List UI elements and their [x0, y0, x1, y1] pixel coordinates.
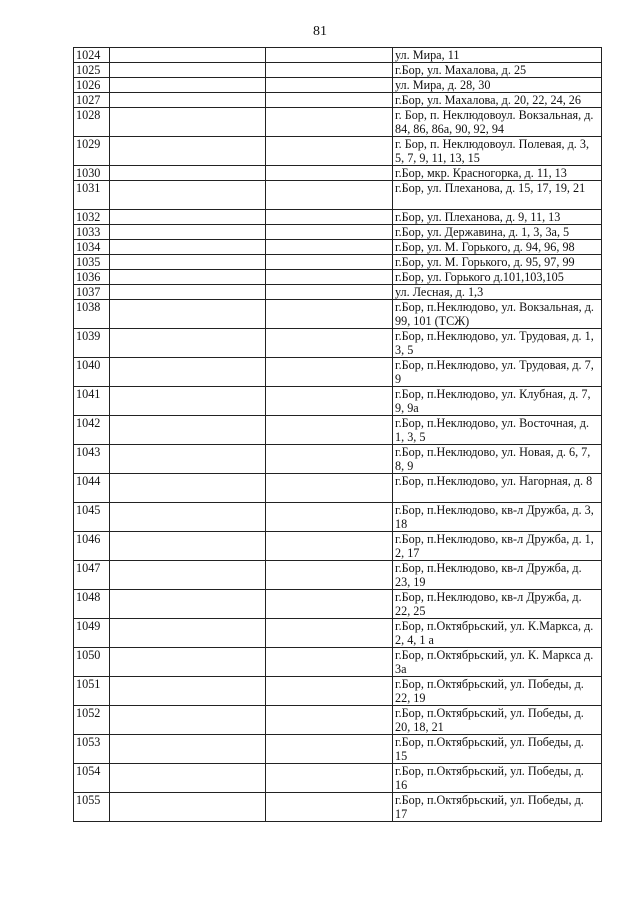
empty-cell — [110, 416, 266, 445]
empty-cell — [266, 255, 393, 270]
empty-cell — [110, 285, 266, 300]
empty-cell — [266, 387, 393, 416]
empty-cell — [266, 706, 393, 735]
row-number: 1042 — [74, 416, 110, 445]
empty-cell — [110, 166, 266, 181]
row-number: 1055 — [74, 793, 110, 822]
table-row — [74, 225, 602, 240]
table-row — [74, 270, 602, 285]
empty-cell — [266, 793, 393, 822]
row-number: 1043 — [74, 445, 110, 474]
row-number: 1054 — [74, 764, 110, 793]
empty-cell — [266, 181, 393, 210]
row-address: г. Бор, п. Неклюдовоул. Вокзальная, д. 84, 86, 86а, 90, 92, 94 — [393, 108, 602, 137]
row-number: 1045 — [74, 503, 110, 532]
row-address: г.Бор, п.Октябрьский, ул. К.Маркса, д. 2, 4, 1 а — [393, 619, 602, 648]
row-address: г.Бор, п.Неклюдово, ул. Новая, д. 6, 7, 8, 9 — [393, 445, 602, 474]
table-row — [74, 240, 602, 255]
empty-cell — [266, 63, 393, 78]
empty-cell — [110, 764, 266, 793]
empty-cell — [110, 225, 266, 240]
row-number: 1026 — [74, 78, 110, 93]
row-number: 1038 — [74, 300, 110, 329]
table-row — [74, 285, 602, 300]
empty-cell — [266, 270, 393, 285]
row-address: г.Бор, ул. Горького д.101,103,105 — [393, 270, 602, 285]
row-number: 1032 — [74, 210, 110, 225]
empty-cell — [266, 590, 393, 619]
empty-cell — [266, 210, 393, 225]
row-address: ул. Лесная, д. 1,3 — [393, 285, 602, 300]
empty-cell — [110, 677, 266, 706]
empty-cell — [110, 445, 266, 474]
table-row — [74, 255, 602, 270]
empty-cell — [110, 387, 266, 416]
row-address: г.Бор, п.Октябрьский, ул. К. Маркса д. 3а — [393, 648, 602, 677]
table-row — [74, 474, 602, 503]
table-row — [74, 503, 602, 532]
table-row — [74, 416, 602, 445]
empty-cell — [110, 590, 266, 619]
row-number: 1049 — [74, 619, 110, 648]
row-address: г.Бор, п.Октябрьский, ул. Победы, д. 16 — [393, 764, 602, 793]
row-address: г.Бор, п.Октябрьский, ул. Победы, д. 15 — [393, 735, 602, 764]
row-address: г.Бор, ул. Плеханова, д. 15, 17, 19, 21 — [393, 181, 602, 210]
table-row — [74, 210, 602, 225]
row-address: г.Бор, п.Неклюдово, ул. Трудовая, д. 1, 3, 5 — [393, 329, 602, 358]
empty-cell — [266, 166, 393, 181]
empty-cell — [266, 300, 393, 329]
row-number: 1035 — [74, 255, 110, 270]
empty-cell — [110, 561, 266, 590]
empty-cell — [266, 532, 393, 561]
row-address: г.Бор, ул. Державина, д. 1, 3, 3а, 5 — [393, 225, 602, 240]
empty-cell — [110, 735, 266, 764]
registry-table — [73, 47, 602, 822]
row-address: г.Бор, п.Неклюдово, кв-л Дружба, д. 22, 25 — [393, 590, 602, 619]
empty-cell — [266, 225, 393, 240]
table-row — [74, 358, 602, 387]
row-address: г.Бор, п.Неклюдово, кв-л Дружба, д. 23, 19 — [393, 561, 602, 590]
empty-cell — [110, 255, 266, 270]
empty-cell — [110, 300, 266, 329]
row-number: 1037 — [74, 285, 110, 300]
empty-cell — [110, 181, 266, 210]
row-number: 1028 — [74, 108, 110, 137]
empty-cell — [110, 270, 266, 285]
row-address: г.Бор, ул. Плеханова, д. 9, 11, 13 — [393, 210, 602, 225]
row-address: г.Бор, п.Неклюдово, кв-л Дружба, д. 1, 2, 17 — [393, 532, 602, 561]
empty-cell — [266, 764, 393, 793]
empty-cell — [110, 93, 266, 108]
empty-cell — [266, 358, 393, 387]
table-row — [74, 648, 602, 677]
empty-cell — [110, 137, 266, 166]
empty-cell — [266, 48, 393, 63]
table-row — [74, 166, 602, 181]
empty-cell — [266, 735, 393, 764]
row-number: 1048 — [74, 590, 110, 619]
table-row — [74, 137, 602, 166]
empty-cell — [266, 445, 393, 474]
row-number: 1030 — [74, 166, 110, 181]
table-row — [74, 78, 602, 93]
row-address: г.Бор, п.Неклюдово, ул. Клубная, д. 7, 9, 9а — [393, 387, 602, 416]
row-number: 1034 — [74, 240, 110, 255]
table-row — [74, 561, 602, 590]
row-number: 1031 — [74, 181, 110, 210]
table-row — [74, 387, 602, 416]
empty-cell — [266, 416, 393, 445]
table-row — [74, 793, 602, 822]
table-row — [74, 735, 602, 764]
empty-cell — [266, 677, 393, 706]
row-number: 1044 — [74, 474, 110, 503]
empty-cell — [110, 793, 266, 822]
empty-cell — [266, 240, 393, 255]
table-row — [74, 590, 602, 619]
empty-cell — [266, 137, 393, 166]
row-number: 1051 — [74, 677, 110, 706]
empty-cell — [266, 474, 393, 503]
row-address: г.Бор, ул. Махалова, д. 25 — [393, 63, 602, 78]
empty-cell — [110, 240, 266, 255]
row-address: ул. Мира, д. 28, 30 — [393, 78, 602, 93]
table-row — [74, 93, 602, 108]
empty-cell — [110, 329, 266, 358]
row-address: г.Бор, мкр. Красногорка, д. 11, 13 — [393, 166, 602, 181]
empty-cell — [266, 329, 393, 358]
row-number: 1033 — [74, 225, 110, 240]
table-row — [74, 108, 602, 137]
row-address: г.Бор, ул. М. Горького, д. 95, 97, 99 — [393, 255, 602, 270]
empty-cell — [110, 63, 266, 78]
row-number: 1046 — [74, 532, 110, 561]
page-number: 81 — [313, 24, 327, 39]
row-address: г.Бор, п.Неклюдово, ул. Восточная, д. 1, 3, 5 — [393, 416, 602, 445]
row-address: г.Бор, п.Неклюдово, ул. Нагорная, д. 8 — [393, 474, 602, 503]
row-number: 1029 — [74, 137, 110, 166]
table-row — [74, 532, 602, 561]
row-address: ул. Мира, 11 — [393, 48, 602, 63]
empty-cell — [110, 78, 266, 93]
empty-cell — [110, 706, 266, 735]
row-number: 1027 — [74, 93, 110, 108]
empty-cell — [110, 532, 266, 561]
row-number: 1053 — [74, 735, 110, 764]
empty-cell — [266, 285, 393, 300]
table-row — [74, 445, 602, 474]
empty-cell — [266, 78, 393, 93]
empty-cell — [266, 93, 393, 108]
row-number: 1052 — [74, 706, 110, 735]
row-number: 1036 — [74, 270, 110, 285]
empty-cell — [110, 474, 266, 503]
empty-cell — [266, 648, 393, 677]
empty-cell — [110, 108, 266, 137]
row-address: г.Бор, п.Октябрьский, ул. Победы, д. 20, 18, 21 — [393, 706, 602, 735]
table-row — [74, 48, 602, 63]
table-row — [74, 619, 602, 648]
row-number: 1050 — [74, 648, 110, 677]
empty-cell — [266, 503, 393, 532]
row-number: 1025 — [74, 63, 110, 78]
table-row — [74, 181, 602, 210]
table-row — [74, 706, 602, 735]
row-address: г.Бор, ул. М. Горького, д. 94, 96, 98 — [393, 240, 602, 255]
row-address: г. Бор, п. Неклюдовоул. Полевая, д. 3, 5, 7, 9, 11, 13, 15 — [393, 137, 602, 166]
row-address: г.Бор, п.Октябрьский, ул. Победы, д. 22, 19 — [393, 677, 602, 706]
table-row — [74, 764, 602, 793]
table-row — [74, 677, 602, 706]
registry-table-body — [74, 48, 602, 822]
row-address: г.Бор, п.Октябрьский, ул. Победы, д. 17 — [393, 793, 602, 822]
row-address: г.Бор, п.Неклюдово, ул. Вокзальная, д. 99, 101 (ТСЖ) — [393, 300, 602, 329]
empty-cell — [110, 210, 266, 225]
row-number: 1041 — [74, 387, 110, 416]
empty-cell — [266, 619, 393, 648]
table-row — [74, 300, 602, 329]
empty-cell — [266, 561, 393, 590]
row-address: г.Бор, п.Неклюдово, ул. Трудовая, д. 7, 9 — [393, 358, 602, 387]
row-number: 1040 — [74, 358, 110, 387]
row-number: 1024 — [74, 48, 110, 63]
empty-cell — [110, 48, 266, 63]
empty-cell — [110, 358, 266, 387]
row-number: 1039 — [74, 329, 110, 358]
row-number: 1047 — [74, 561, 110, 590]
table-row — [74, 63, 602, 78]
empty-cell — [110, 619, 266, 648]
table-row — [74, 329, 602, 358]
row-address: г.Бор, ул. Махалова, д. 20, 22, 24, 26 — [393, 93, 602, 108]
empty-cell — [110, 648, 266, 677]
row-address: г.Бор, п.Неклюдово, кв-л Дружба, д. 3, 18 — [393, 503, 602, 532]
empty-cell — [110, 503, 266, 532]
empty-cell — [266, 108, 393, 137]
